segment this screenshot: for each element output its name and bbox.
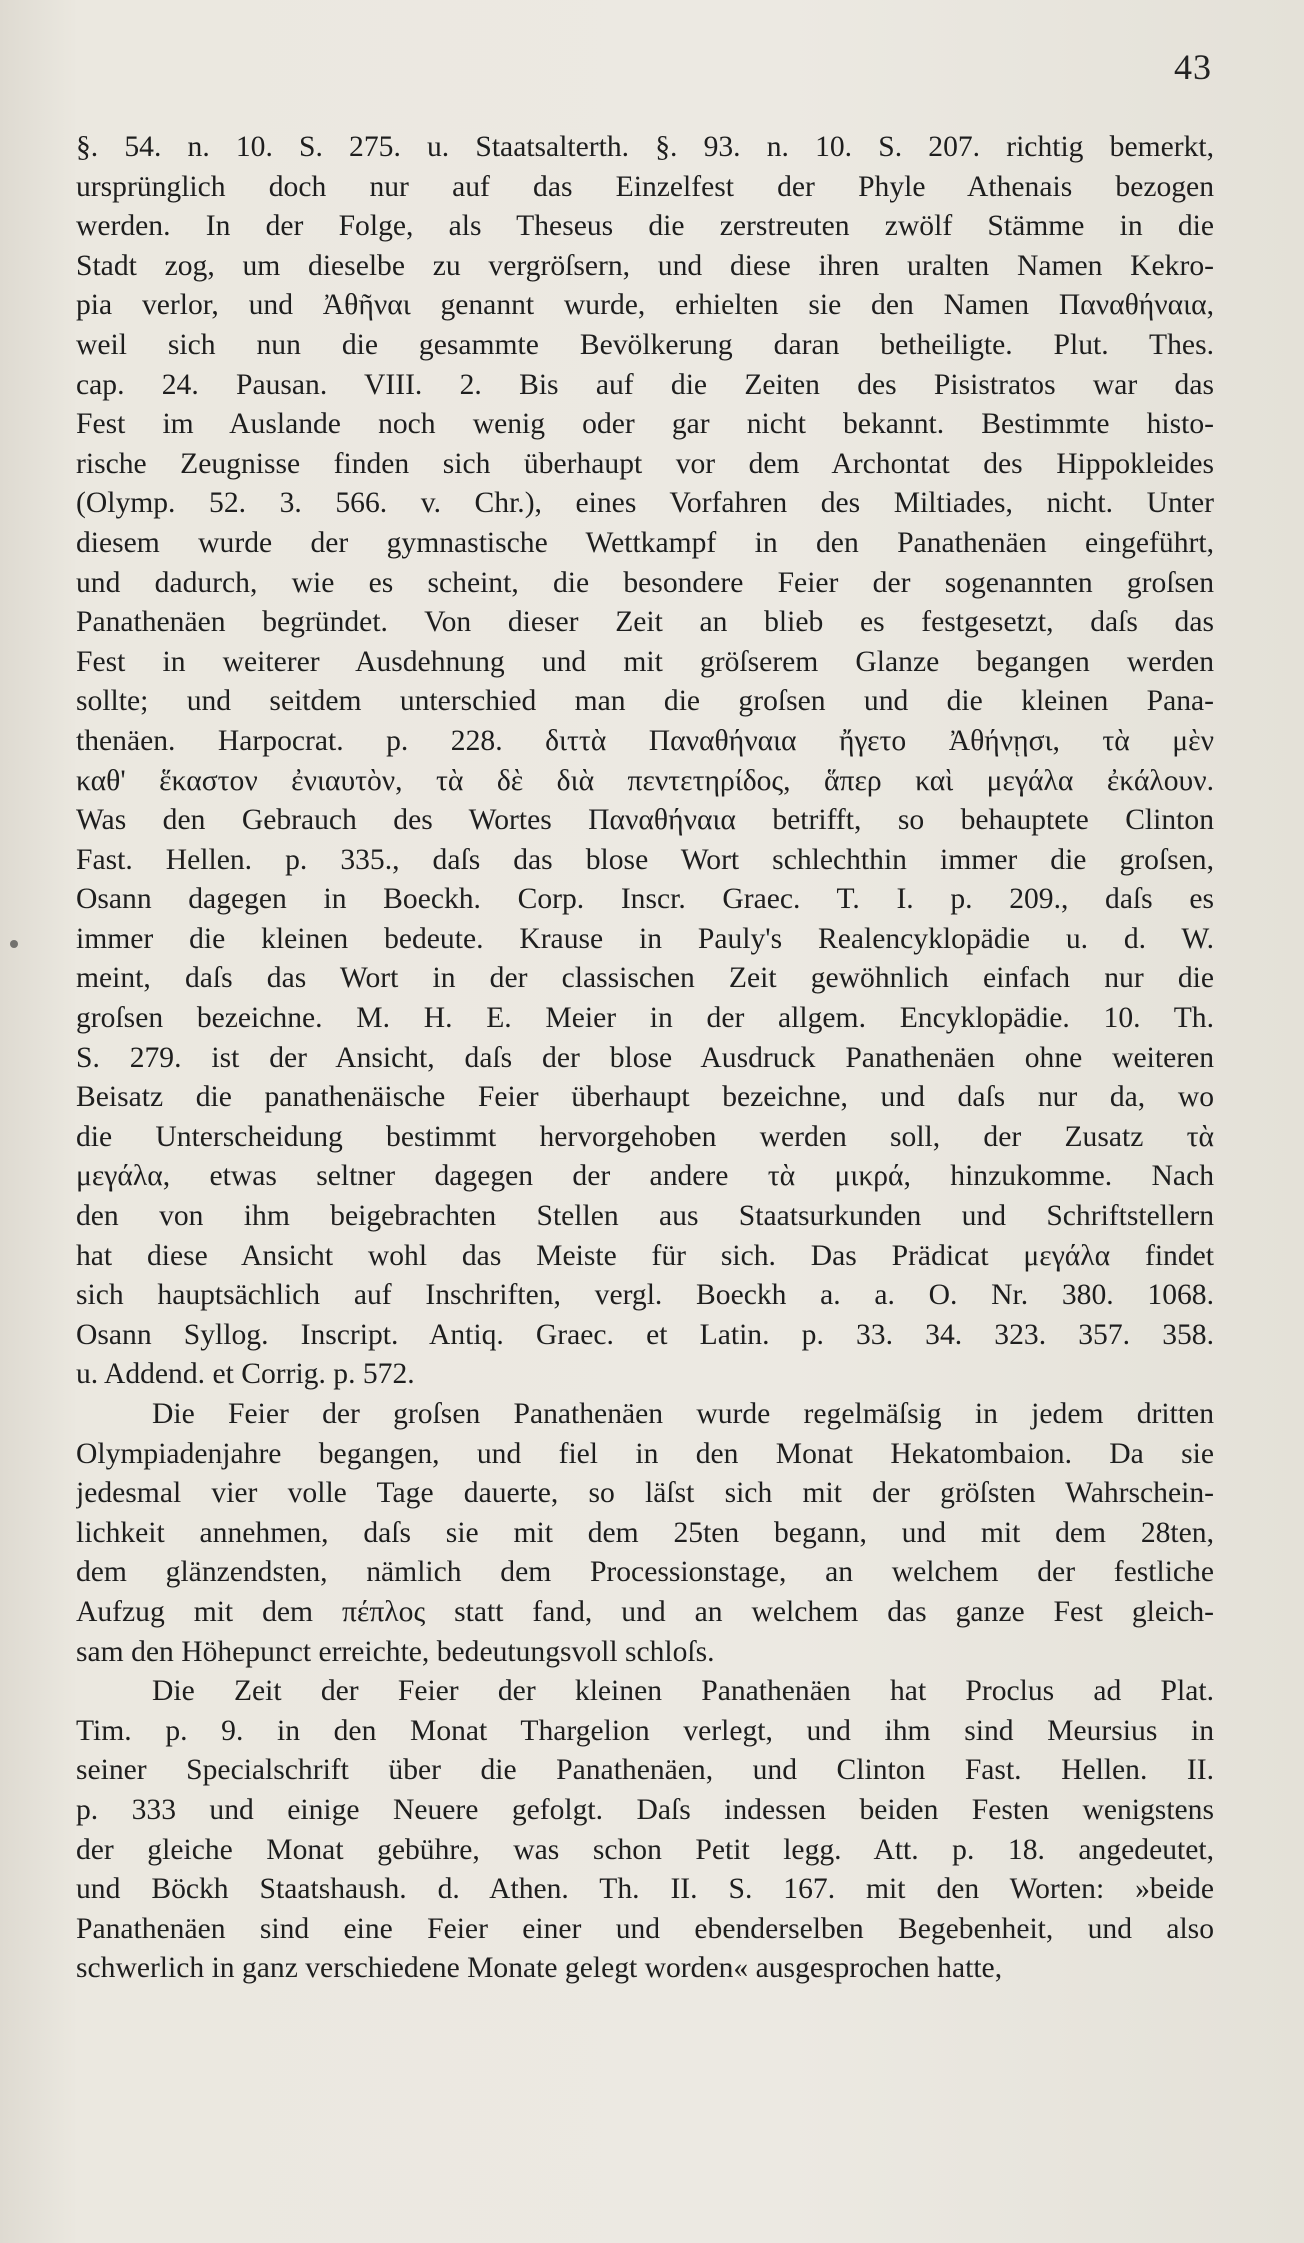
text-line: der gleiche Monat gebühre, was schon Petit legg. Att. p. 18. angedeutet,	[76, 1833, 1214, 1866]
text-line: meint, daſs das Wort in der classischen Zeit gewöhnlich einfach nur die	[76, 962, 1214, 995]
text-line: immer die kleinen bedeute. Krause in Pauly's Realencyklopädie u. d. W.	[76, 922, 1214, 955]
text-line: Die Feier der groſsen Panathenäen wurde regelmäſsig in jedem dritten	[152, 1398, 1214, 1430]
text-line: (Olymp. 52. 3. 566. v. Chr.), eines Vorfahren des Miltiades, nicht. Unter	[76, 487, 1214, 520]
text-line: u. Addend. et Corrig. p. 572.	[76, 1358, 415, 1391]
text-line: groſsen bezeichne. M. H. E. Meier in der allgem. Encyklopädie. 10. Th.	[76, 1002, 1214, 1035]
page-number: 43	[1174, 47, 1212, 87]
text-line: ursprünglich doch nur auf das Einzelfest der Phyle Athenais bezogen	[76, 170, 1214, 203]
text-line: thenäen. Harpocrat. p. 228. διττὰ Παναθήναια ἤγετο Ἀθήνῃσι, τὰ μὲν	[76, 724, 1214, 757]
text-line: p. 333 und einige Neuere gefolgt. Daſs indessen beiden Festen wenigstens	[76, 1793, 1214, 1826]
text-line: Panathenäen sind eine Feier einer und ebenderselben Begebenheit, und also	[76, 1912, 1214, 1945]
text-line: Die Zeit der Feier der kleinen Panathenäen hat Proclus ad Plat.	[152, 1675, 1214, 1708]
text-line: μεγάλα, etwas seltner dagegen der andere τὰ μικρά, hinzukomme. Nach	[76, 1160, 1214, 1193]
text-line: Olympiadenjahre begangen, und fiel in den Monat Hekatombaion. Da sie	[76, 1437, 1214, 1470]
text-line: die Unterscheidung bestimmt hervorgehoben werden soll, der Zusatz τὰ	[76, 1120, 1214, 1153]
text-line: Aufzug mit dem πέπλος statt fand, und an welchem das ganze Fest gleich-	[76, 1595, 1214, 1628]
text-line: den von ihm beigebrachten Stellen aus Staatsurkunden und Schriftstellern	[76, 1200, 1214, 1233]
text-line: seiner Specialschrift über die Panathenäen, und Clinton Fast. Hellen. II.	[76, 1754, 1214, 1787]
text-line: cap. 24. Pausan. VIII. 2. Bis auf die Zeiten des Pisistratos war das	[76, 368, 1214, 401]
text-line: dem glänzendsten, nämlich dem Processionstage, an welchem der festliche	[76, 1556, 1214, 1589]
text-line: lichkeit annehmen, daſs sie mit dem 25ten begann, und mit dem 28ten,	[76, 1516, 1214, 1549]
text-line: Osann Syllog. Inscript. Antiq. Graec. et Latin. p. 33. 34. 323. 357. 358.	[76, 1318, 1214, 1351]
text-line: Osann dagegen in Boeckh. Corp. Inscr. Graec. T. I. p. 209., daſs es	[76, 883, 1214, 916]
text-line: §. 54. n. 10. S. 275. u. Staatsalterth. §. 93. n. 10. S. 207. richtig bemerkt,	[76, 131, 1214, 163]
text-line: Beisatz die panathenäische Feier überhaupt bezeichne, und daſs nur da, wo	[76, 1081, 1214, 1114]
text-line: Was den Gebrauch des Wortes Παναθήναια betrifft, so behauptete Clinton	[76, 804, 1214, 837]
text-line: Fest im Auslande noch wenig oder gar nicht bekannt. Bestimmte histo-	[76, 408, 1214, 441]
text-line: und dadurch, wie es scheint, die besondere Feier der sogenannten groſsen	[76, 566, 1214, 599]
ink-mark	[10, 940, 18, 948]
text-line: und Böckh Staatshaush. d. Athen. Th. II. S. 167. mit den Worten: »beide	[76, 1873, 1214, 1906]
text-line: Stadt zog, um dieselbe zu vergröſsern, und diese ihren uralten Namen Kekro-	[76, 249, 1214, 282]
text-line: hat diese Ansicht wohl das Meiste für sich. Das Prädicat μεγάλα findet	[76, 1239, 1214, 1272]
text-line: Panathenäen begründet. Von dieser Zeit an blieb es festgesetzt, daſs das	[76, 606, 1214, 639]
text-line: jedesmal vier volle Tage dauerte, so läſst sich mit der gröſsten Wahrschein-	[76, 1477, 1214, 1510]
text-line: S. 279. ist der Ansicht, daſs der blose Ausdruck Panathenäen ohne weiteren	[76, 1041, 1214, 1074]
text-line: Fest in weiterer Ausdehnung und mit gröſserem Glanze begangen werden	[76, 645, 1214, 678]
text-line: schwerlich in ganz verschiedene Monate gelegt worden« ausgesprochen hatte,	[76, 1952, 1003, 1985]
text-line: Fast. Hellen. p. 335., daſs das blose Wort schlechthin immer die groſsen,	[76, 843, 1214, 876]
text-line: Tim. p. 9. in den Monat Thargelion verlegt, und ihm sind Meursius in	[76, 1714, 1214, 1747]
body-text	[76, 128, 1214, 1989]
paragraph-2	[76, 1395, 1214, 1672]
paragraph-1	[76, 128, 1214, 1395]
text-line: diesem wurde der gymnastische Wettkampf in den Panathenäen eingeführt,	[76, 526, 1214, 559]
text-line: καθ' ἕκαστον ἐνιαυτὸν, τὰ δὲ διὰ πεντετηρίδος, ἅπερ καὶ μεγάλα ἐκάλουν.	[76, 764, 1214, 797]
text-line: rische Zeugnisse finden sich überhaupt vor dem Archontat des Hippokleides	[76, 447, 1214, 480]
text-line: sich hauptsächlich auf Inschriften, vergl. Boeckh a. a. O. Nr. 380. 1068.	[76, 1279, 1214, 1312]
text-line: pia verlor, und Ἀθῆναι genannt wurde, erhielten sie den Namen Παναθήναια,	[76, 289, 1214, 322]
text-line: werden. In der Folge, als Theseus die zerstreuten zwölf Stämme in die	[76, 210, 1214, 243]
text-line: weil sich nun die gesammte Bevölkerung daran betheiligte. Plut. Thes.	[76, 328, 1214, 361]
text-line: sam den Höhepunct erreichte, bedeutungsvoll schloſs.	[76, 1635, 715, 1668]
text-line: sollte; und seitdem unterschied man die groſsen und die kleinen Pana-	[76, 685, 1214, 718]
paragraph-3	[76, 1672, 1214, 1989]
